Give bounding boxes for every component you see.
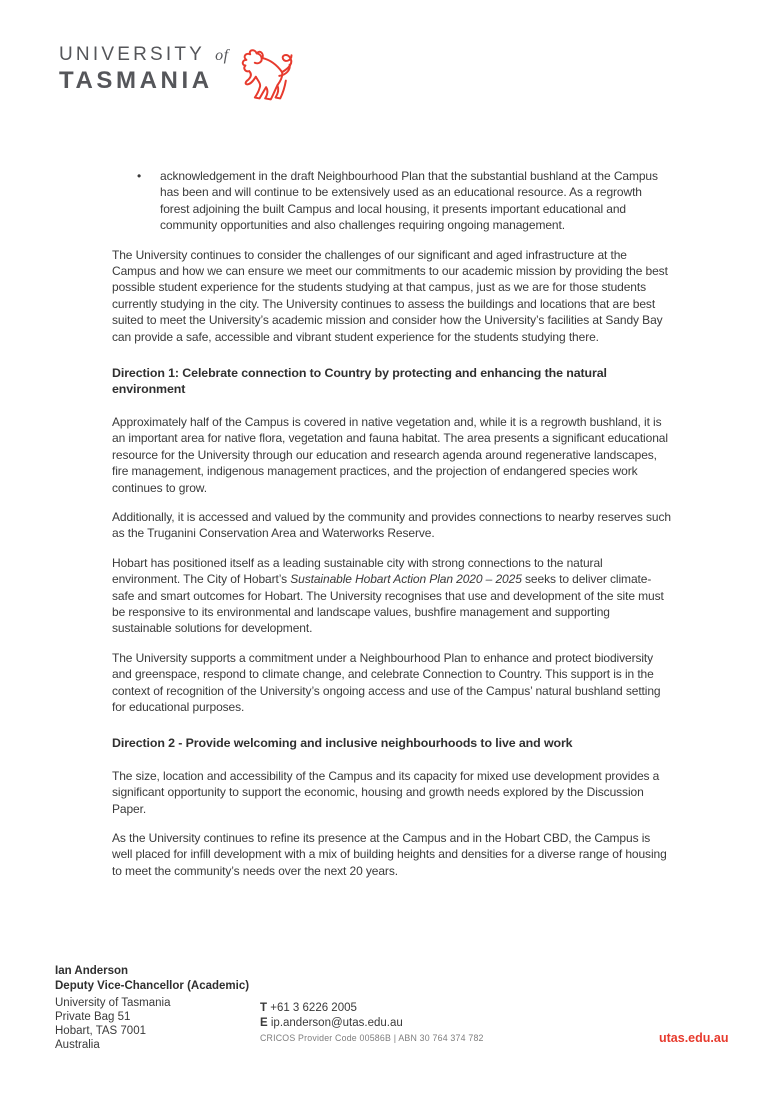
email-address: ip.anderson@utas.edu.au — [270, 1016, 403, 1029]
signatory-title: Deputy Vice-Chancellor (Academic) — [55, 979, 250, 992]
email-line — [260, 1016, 403, 1031]
address-line: Hobart, TAS 7001 — [55, 1025, 146, 1037]
logo-of-text: of — [215, 47, 229, 64]
paragraph-refine-presence: As the University continues to refine its presence at the Campus and in the Hobart CBD, the Campus is well placed for infill development with a mix of building heights and densities for a diverse range of housing to meet the community’s needs over the next 20 years. — [112, 831, 667, 878]
lion-crest-icon — [237, 45, 299, 103]
paragraph-reserves: Additionally, it is accessed and valued by the community and provides connections to nearby reserves such as the Truganini Conservation Area and Waterworks Reserve. — [112, 509, 671, 541]
logo-tasmania-text: TASMANIA — [59, 67, 213, 94]
address-line: University of Tasmania — [55, 997, 171, 1009]
cricos-abn-line: CRICOS Provider Code 00586B | ABN 30 764 374 782 — [260, 1033, 484, 1043]
letter-body — [112, 168, 672, 892]
paragraph-size-location: The size, location and accessibility of the Campus and its capacity for mixed use development provides a significant opportunity to support the economic, housing and growth needs explored by the Discussion Paper. — [112, 768, 660, 816]
bullet-item — [112, 168, 672, 234]
university-logo — [59, 44, 299, 103]
logo-line-university — [59, 44, 229, 67]
bullet-marker: • — [137, 169, 142, 183]
paragraph-vegetation: Approximately half of the Campus is covered in native vegetation and, while it is a regrowth bushland, it is an important area for native flora, vegetation and fauna habitat. The area presents a significant educational resource for the University through our education and research agenda around regenerative landscapes, fire management, indigenous management practices, and the projection of endangered species work continues to grow. — [112, 414, 668, 495]
bullet-text: acknowledgement in the draft Neighbourhood Plan that the substantial bushland at the Campus has been and will continue to be extensively used as an educational resource. As a regrowth forest adjoining the built Campus and local housing, it presents important educational and community opportunities and also challenges requiring ongoing management. — [160, 169, 658, 233]
website-url: utas.edu.au — [659, 1031, 729, 1045]
paragraph-infrastructure: The University continues to consider the challenges of our significant and aged infrastructure at the Campus and how we can ensure we meet our commitments to our academic mission by providing the best possible student experience for the students studying at that campus, just as we are for those students currently studying in the city. The University continues to assess the buildings and locations that are best suited to meet the University’s academic mission and consider how the University’s facilities at Sandy Bay can provide a safe, accessible and vibrant student experience for the students studying there. — [112, 247, 668, 344]
email-label: E — [260, 1016, 268, 1029]
paragraph-commitment: The University supports a commitment under a Neighbourhood Plan to enhance and protect biodiversity and greenspace, respond to climate change, and celebrate Connection to Country. This support is in the context of recognition of the University’s ongoing access and use of the Campus’ natural bushland setting for educational purposes. — [112, 650, 661, 714]
phone-label: T — [260, 1002, 268, 1014]
postal-address — [55, 996, 249, 1052]
address-line: Private Bag 51 — [55, 1011, 131, 1023]
logo-university-text: UNIVERSITY — [59, 44, 205, 65]
heading-direction-2: Direction 2 - Provide welcoming and inclusive neighbourhoods to live and work — [112, 736, 573, 751]
phone-number: +61 3 6226 2005 — [270, 1002, 357, 1014]
contact-block — [260, 1001, 403, 1030]
address-line: Australia — [55, 1039, 100, 1051]
heading-direction-1: Direction 1: Celebrate connection to Country by protecting and enhancing the natural environment — [112, 366, 607, 397]
signature-block — [55, 964, 249, 1052]
paragraph-hobart-plan — [112, 555, 672, 637]
paragraph-hobart-post: seeks to deliver climate-safe and smart outcomes for Hobart. The University recognises that use and development of the site must be responsive to its environmental and landscape values, bushfire management and supporting sustainable solutions for development. — [112, 572, 664, 636]
phone-line — [260, 1001, 403, 1016]
logo-wordmark — [59, 44, 229, 94]
paragraph-hobart-pre: Hobart has positioned itself as a leading sustainable city with strong connections to the natural environment. The City of Hobart’s — [112, 555, 603, 587]
plan-title-italic: Sustainable Hobart Action Plan 2020 – 2025 — [290, 572, 522, 587]
signatory-name: Ian Anderson — [55, 965, 129, 977]
